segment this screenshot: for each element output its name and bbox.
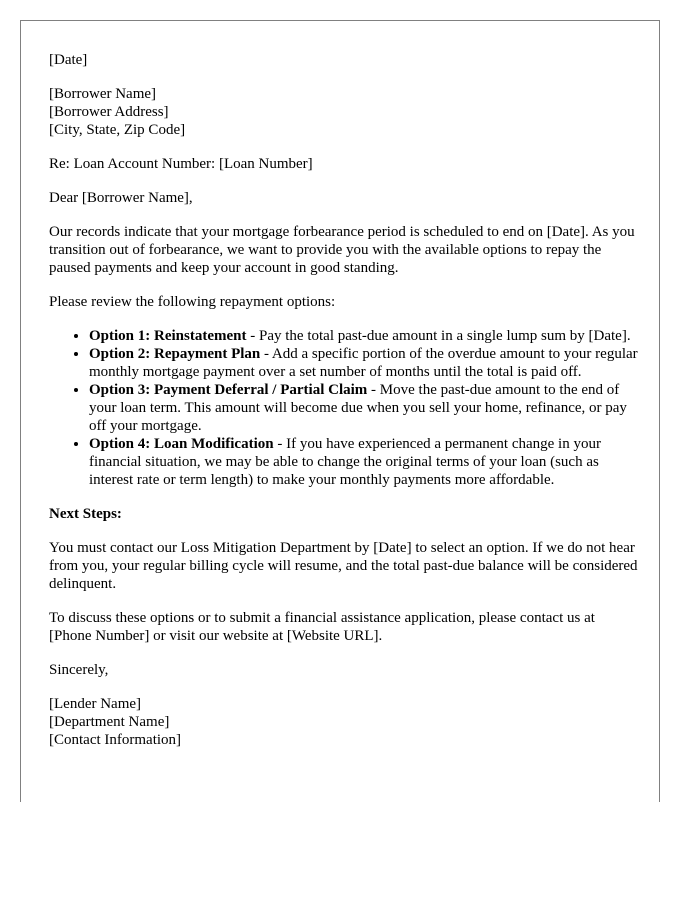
option-text: - Add a specific portion of the overdue amount to your regular monthly mortgage payment over a set number of months until the total is paid off. bbox=[89, 346, 638, 380]
recipient-city-state-zip: [City, State, Zip Code] bbox=[49, 122, 186, 138]
recipient-name: [Borrower Name] bbox=[49, 86, 157, 102]
option-label: Option 4: Loan Modification bbox=[89, 436, 274, 452]
lender-name: [Lender Name] bbox=[49, 696, 142, 712]
option-item-1 bbox=[89, 327, 639, 345]
signature-block bbox=[49, 695, 639, 749]
closing: Sincerely, bbox=[49, 662, 109, 678]
contact-paragraph: To discuss these options or to submit a financial assistance application, please contact us at [Phone Number] or visit our website at [Website URL]. bbox=[49, 610, 595, 644]
recipient-address: [Borrower Address] bbox=[49, 104, 169, 120]
option-item-4 bbox=[89, 435, 639, 489]
option-text: - If you have experienced a permanent change in your financial situation, we may be able to change the original terms of your loan (such as interest rate or term length) to make your monthly payments more affordable. bbox=[89, 436, 601, 488]
option-item-2 bbox=[89, 345, 639, 381]
intro-paragraph: Our records indicate that your mortgage forbearance period is scheduled to end on [Date]. As you transition out of forbearance, we want to provide you with the available options to repay the paused payments and keep your account in good standing. bbox=[49, 224, 635, 276]
next-steps-paragraph: You must contact our Loss Mitigation Department by [Date] to select an option. If we do not hear from you, your regular billing cycle will resume, and the total past-due balance will be considered delinquent. bbox=[49, 540, 638, 592]
recipient-block bbox=[49, 85, 639, 139]
letter-body bbox=[49, 51, 639, 749]
options-list bbox=[49, 327, 639, 489]
options-lead: Please review the following repayment options: bbox=[49, 294, 336, 310]
department-name: [Department Name] bbox=[49, 714, 170, 730]
letter-date: [Date] bbox=[49, 52, 88, 68]
letter-page bbox=[20, 20, 660, 802]
next-steps-heading: Next Steps: bbox=[49, 506, 122, 522]
salutation: Dear [Borrower Name], bbox=[49, 190, 193, 206]
contact-information: [Contact Information] bbox=[49, 732, 182, 748]
option-text: - Pay the total past-due amount in a single lump sum by [Date]. bbox=[246, 328, 631, 344]
option-text: - Move the past-due amount to the end of your loan term. This amount will become due when you sell your home, refinance, or pay off your mortgage. bbox=[89, 382, 627, 434]
option-label: Option 1: Reinstatement bbox=[89, 328, 247, 344]
option-item-3 bbox=[89, 381, 639, 435]
option-label: Option 2: Repayment Plan bbox=[89, 346, 261, 362]
re-line: Re: Loan Account Number: [Loan Number] bbox=[49, 156, 313, 172]
option-label: Option 3: Payment Deferral / Partial Claim bbox=[89, 382, 368, 398]
